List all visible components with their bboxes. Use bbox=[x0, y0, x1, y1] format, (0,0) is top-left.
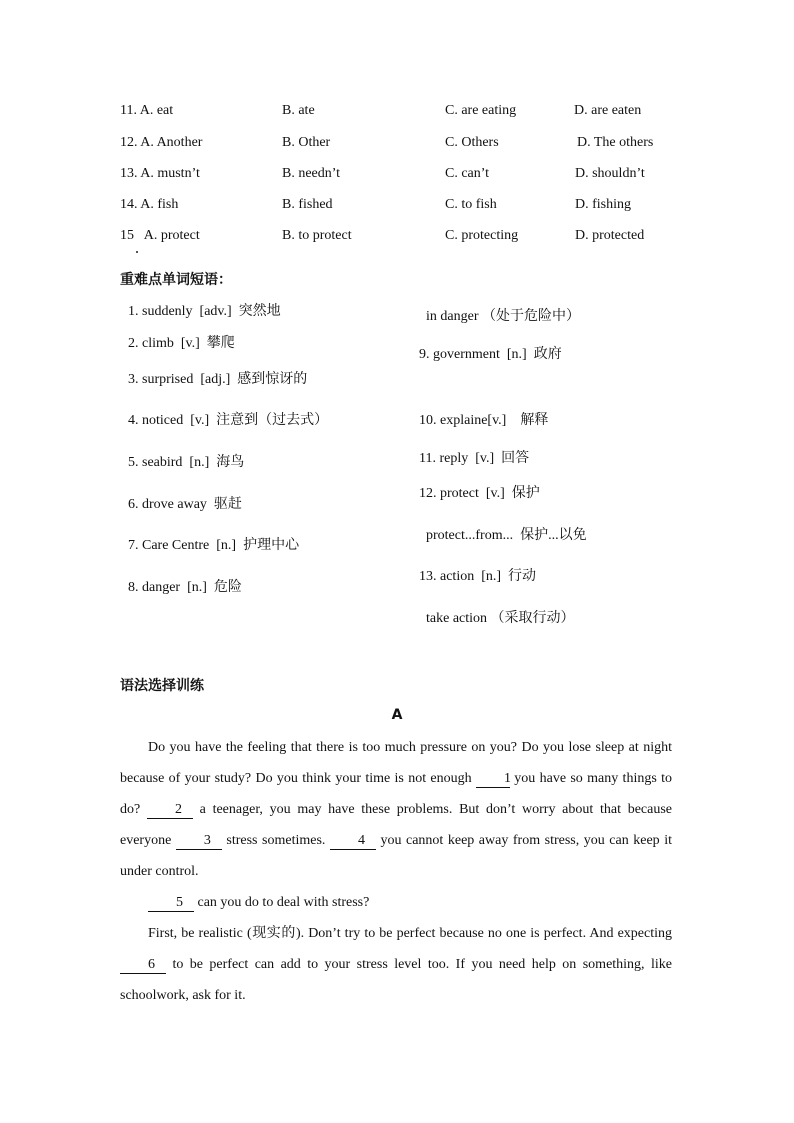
vocab-item: 7. Care Centre [n.] 护理中心 bbox=[128, 538, 300, 553]
passage-text: you have so many things to do? bbox=[120, 771, 672, 817]
option-15-b: B. to protect bbox=[282, 228, 352, 243]
vocab-item: 12. protect [v.] 保护 bbox=[419, 486, 540, 501]
option-11-d: D. are eaten bbox=[574, 103, 642, 118]
option-13-c: C. can’t bbox=[445, 166, 490, 181]
vocab-item: 1. suddenly [adv.] 突然地 bbox=[128, 304, 281, 319]
vocab-item: 3. surprised [adj.] 感到惊讶的 bbox=[128, 372, 308, 387]
passage-text: can you do to deal with stress? bbox=[194, 895, 370, 910]
option-13-a: 13. A. mustn’t bbox=[120, 166, 200, 181]
stray-dot bbox=[136, 251, 138, 253]
vocab-item: 9. government [n.] 政府 bbox=[419, 347, 562, 362]
vocab-item: 4. noticed [v.] 注意到（过去式） bbox=[128, 413, 329, 428]
passage-text: to be perfect can add to your stress level too. If you need help on something, like schoolwork, ask for it. bbox=[120, 957, 672, 1003]
option-15-d: D. protected bbox=[575, 228, 645, 243]
option-13-d: D. shouldn’t bbox=[575, 166, 645, 181]
option-12-c: C. Others bbox=[445, 135, 499, 150]
passage-text: First, be realistic (现实的). Don’t try to be perfect because no one is perfect. And expecting bbox=[148, 926, 672, 941]
vocab-item: 10. explaine[v.] 解释 bbox=[419, 413, 549, 428]
option-12-b: B. Other bbox=[282, 135, 331, 150]
passage-paragraph-3 bbox=[120, 918, 672, 1011]
passage-paragraph-1 bbox=[120, 732, 672, 887]
grammar-heading: 语法选择训练 bbox=[120, 678, 204, 694]
option-14-c: C. to fish bbox=[445, 197, 497, 212]
option-12-d: D. The others bbox=[577, 135, 654, 150]
vocab-item: protect...from... 保护...以免 bbox=[426, 528, 587, 543]
blank-2[interactable]: 2 bbox=[147, 802, 193, 819]
vocab-item: 6. drove away 驱赶 bbox=[128, 497, 242, 512]
option-11-a: 11. A. eat bbox=[120, 103, 174, 118]
passage-text: you cannot keep away from stress, you can keep it under control. bbox=[120, 833, 672, 879]
vocab-item: 2. climb [v.] 攀爬 bbox=[128, 336, 235, 351]
passage-paragraph-2 bbox=[120, 887, 672, 918]
option-11-c: C. are eating bbox=[445, 103, 517, 118]
blank-1[interactable]: 1 bbox=[476, 771, 510, 788]
blank-6[interactable]: 6 bbox=[120, 957, 166, 974]
vocab-item: 8. danger [n.] 危险 bbox=[128, 580, 242, 595]
blank-3[interactable]: 3 bbox=[176, 833, 222, 850]
option-15-c: C. protecting bbox=[445, 228, 519, 243]
vocab-heading: 重难点单词短语： bbox=[120, 272, 232, 288]
passage-text: stress sometimes. bbox=[221, 833, 330, 848]
option-11-b: B. ate bbox=[282, 103, 315, 118]
blank-5[interactable]: 5 bbox=[148, 895, 194, 912]
option-13-b: B. needn’t bbox=[282, 166, 341, 181]
passage-text: Do you have the feeling that there is too much pressure on you? Do you lose sleep at night because of your study? Do you think your time is not enough bbox=[120, 740, 672, 786]
vocab-item: take action （采取行动） bbox=[426, 611, 575, 626]
vocab-item: 11. reply [v.] 回答 bbox=[419, 451, 530, 466]
passage-label: A bbox=[391, 707, 403, 723]
option-14-a: 14. A. fish bbox=[120, 197, 179, 212]
vocab-item: 13. action [n.] 行动 bbox=[419, 569, 537, 584]
blank-4[interactable]: 4 bbox=[330, 833, 376, 850]
vocab-item: in danger （处于危险中） bbox=[426, 309, 580, 324]
passage-text: a teenager, you may have these problems. But don’t worry about that because everyone bbox=[120, 802, 673, 848]
option-12-a: 12. A. Another bbox=[120, 135, 203, 150]
option-14-b: B. fished bbox=[282, 197, 333, 212]
option-14-d: D. fishing bbox=[575, 197, 631, 212]
vocab-item: 5. seabird [n.] 海鸟 bbox=[128, 455, 245, 470]
option-15-a: 15 A. protect bbox=[120, 228, 200, 243]
